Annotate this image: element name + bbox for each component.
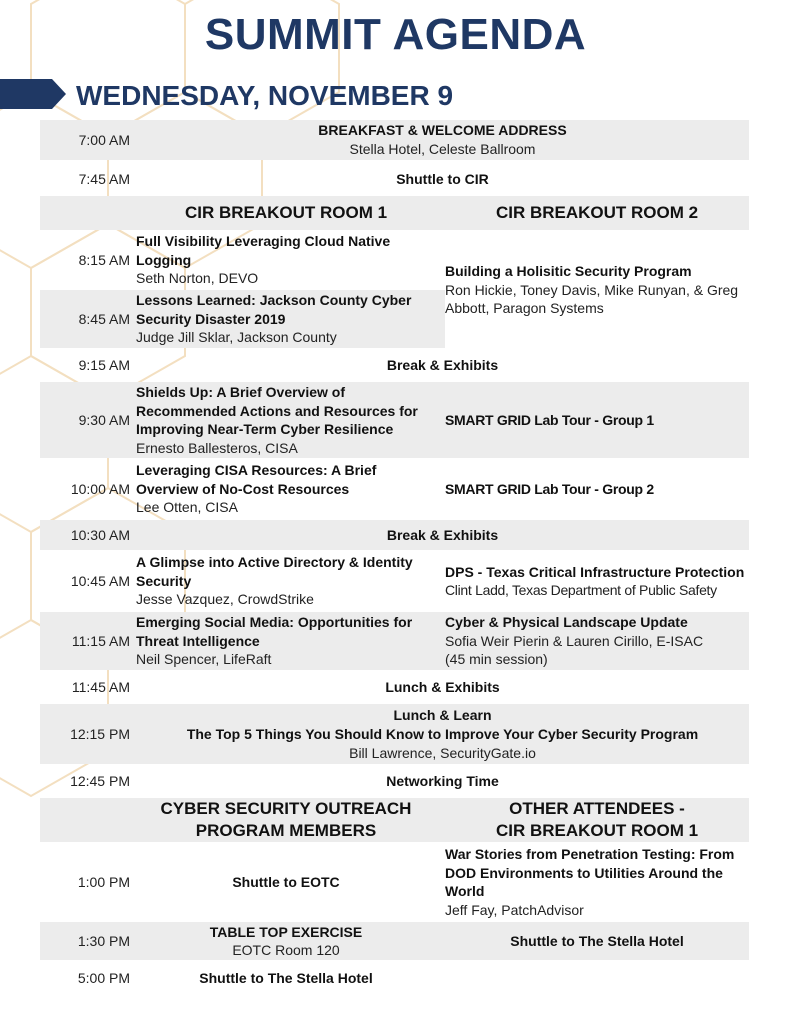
room-1-header: CIR BREAKOUT ROOM 1 [184, 203, 388, 222]
session-label: Lunch & Learn [393, 706, 492, 723]
session-speaker: Ron Hickie, Toney Davis, Mike Runyan, & Greg Abbott, Paragon Systems [445, 281, 739, 317]
time-label: 1:00 PM [77, 874, 130, 890]
session-speaker: Lee Otten, CISA [136, 499, 238, 516]
time-label: 10:45 AM [70, 573, 130, 589]
time-label: 8:15 AM [78, 252, 130, 268]
time-label: 1:30 PM [77, 933, 130, 949]
time-label: 7:45 AM [78, 171, 130, 187]
agenda-row [40, 672, 749, 702]
time-label: 11:45 AM [71, 679, 130, 695]
agenda-row [40, 922, 749, 960]
agenda-row [40, 612, 749, 670]
session-title: A Glimpse into Active Directory & Identity Security [136, 554, 413, 589]
session-speaker: Jeff Fay, PatchAdvisor [445, 901, 584, 918]
session-title: Break & Exhibits [386, 356, 499, 373]
arrow-icon [0, 79, 66, 109]
session-note: (45 min session) [445, 651, 548, 668]
session-title: Lunch & Exhibits [385, 678, 500, 695]
session-location: Stella Hotel, Celeste Ballroom [349, 141, 536, 157]
session-title: TABLE TOP EXERCISE [209, 923, 363, 940]
group-header: OTHER ATTENDEES - [509, 799, 685, 818]
time-label: 8:45 AM [78, 311, 130, 327]
session-title: Shuttle to EOTC [232, 873, 340, 890]
agenda-row [40, 520, 749, 550]
session-speaker: Bill Lawrence, SecurityGate.io [349, 744, 536, 761]
session-speaker: Jesse Vazquez, CrowdStrike [136, 591, 314, 608]
session-location: EOTC Room 120 [232, 942, 340, 958]
time-label: 12:15 PM [70, 726, 130, 742]
session-speaker: Sofia Weir Pierin & Lauren Cirillo, E-ISAC [445, 632, 704, 649]
group-header: PROGRAM MEMBERS [195, 821, 377, 840]
session-title: Shuttle to CIR [396, 170, 489, 187]
session-speaker: Judge Jill Sklar, Jackson County [136, 329, 337, 346]
session-title: War Stories from Penetration Testing: From DOD Environments to Utilities Around the World [445, 846, 735, 899]
session-title: Break & Exhibits [386, 526, 499, 543]
session-title: Shields Up: A Brief Overview of Recommended Actions and Resources for Improving Near-Term Cyber Resilience [136, 384, 418, 437]
session-title: Emerging Social Media: Opportunities for Threat Intelligence [136, 614, 413, 649]
agenda-row [40, 766, 749, 796]
session-speaker: Clint Ladd, Texas Department of Public Safety [445, 582, 717, 598]
session-title: The Top 5 Things You Should Know to Improve Your Cyber Security Program [186, 725, 699, 742]
session-title: Lessons Learned: Jackson County Cyber Security Disaster 2019 [136, 292, 412, 327]
session-title: Full Visibility Leveraging Cloud Native Logging [136, 233, 391, 268]
room-2-header: CIR BREAKOUT ROOM 2 [495, 203, 699, 222]
time-label: 11:15 AM [71, 633, 130, 649]
time-label: 10:30 AM [70, 527, 130, 543]
page-title: SUMMIT AGENDA [204, 10, 587, 59]
agenda-row [40, 962, 749, 994]
time-label: 10:00 AM [70, 481, 130, 497]
time-label: 7:00 AM [78, 132, 130, 148]
session-title: SMART GRID Lab Tour - Group 1 [445, 411, 654, 428]
group-header: CIR BREAKOUT ROOM 1 [495, 821, 699, 840]
agenda-row [40, 350, 749, 380]
session-title: Shuttle to The Stella Hotel [510, 932, 684, 949]
session-title: Cyber & Physical Landscape Update [445, 614, 688, 631]
day-heading: WEDNESDAY, NOVEMBER 9 [76, 80, 454, 111]
group-header: CYBER SECURITY OUTREACH [160, 799, 412, 818]
agenda-row [40, 844, 749, 920]
agenda-row [40, 460, 749, 518]
time-label: 12:45 PM [70, 773, 130, 789]
session-title: BREAKFAST & WELCOME ADDRESS [318, 122, 567, 138]
time-label: 9:30 AM [78, 412, 130, 428]
session-title: Building a Holisitic Security Program [445, 263, 692, 280]
session-title: DPS - Texas Critical Infrastructure Protection [445, 563, 745, 580]
agenda-row [40, 552, 749, 610]
session-title: Leveraging CISA Resources: A Brief Overview of No-Cost Resources [136, 462, 377, 497]
agenda-row [40, 382, 749, 458]
room-2-session [445, 232, 749, 348]
agenda-row [40, 120, 749, 160]
session-speaker: Seth Norton, DEVO [136, 270, 259, 287]
session-speaker: Ernesto Ballesteros, CISA [136, 439, 298, 456]
session-speaker: Neil Spencer, LifeRaft [136, 651, 272, 668]
session-title: Networking Time [386, 772, 499, 789]
time-label: 9:15 AM [78, 357, 130, 373]
rooms-header [40, 798, 749, 842]
session-title: SMART GRID Lab Tour - Group 2 [445, 480, 654, 497]
agenda-row [40, 704, 749, 764]
agenda-row [40, 164, 749, 194]
session-title: Shuttle to The Stella Hotel [199, 969, 373, 986]
rooms-header [40, 196, 749, 230]
time-label: 5:00 PM [77, 970, 130, 986]
